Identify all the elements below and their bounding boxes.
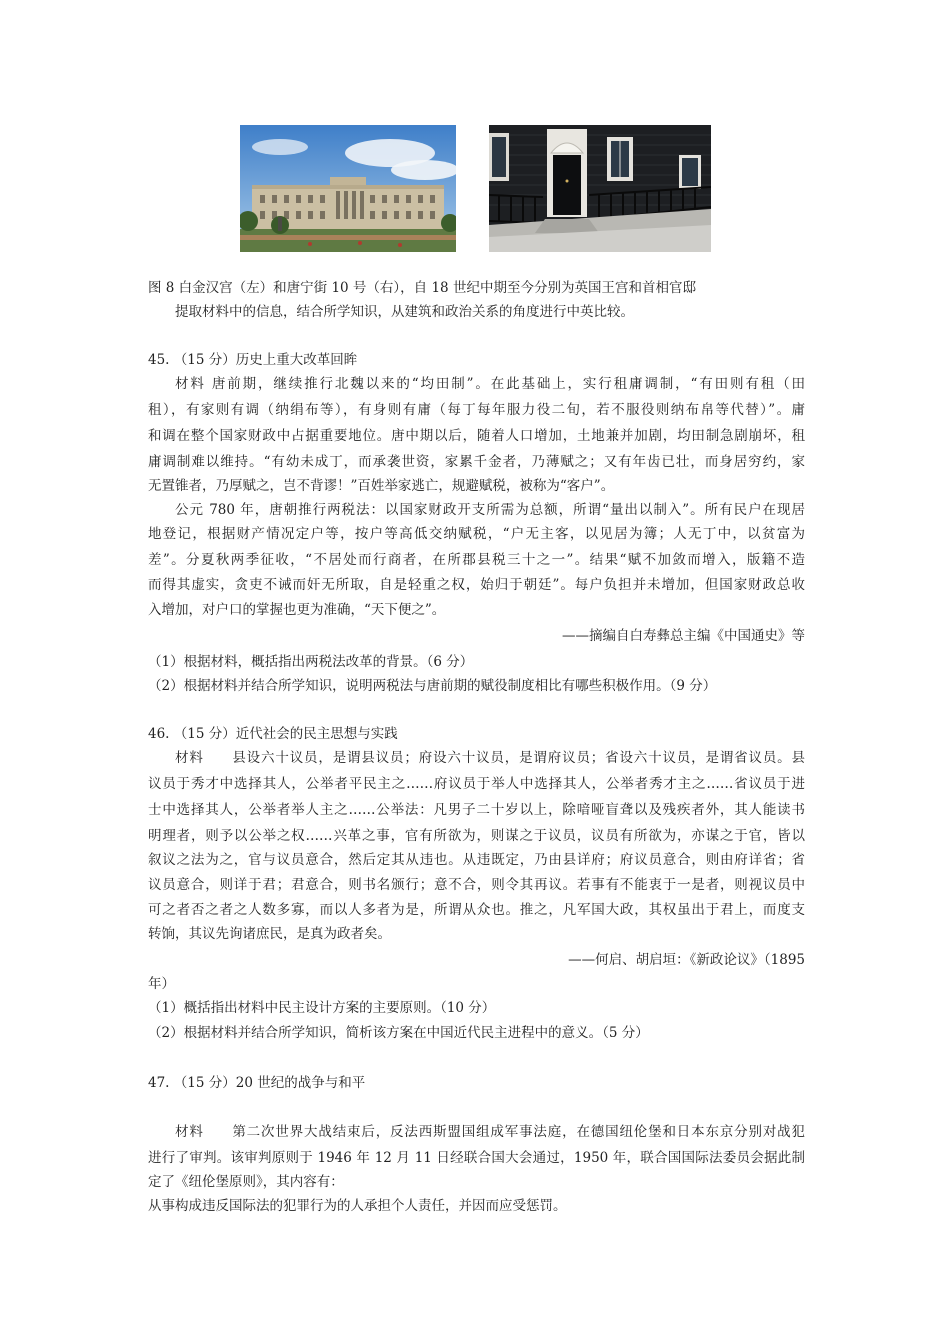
q47-heading: 47. （15 分）20 世纪的战争与和平 [148,1075,366,1091]
buckingham-palace-photo [240,125,456,252]
q46-line: 议员于秀才中选择其人，公举者平民主之……府议员于举人中选择其人，公举者秀才主之……省议员于进 [148,776,805,792]
q45-question-2: （2）根据材料并结合所学知识，说明两税法与唐前期的赋役制度相比有哪些积极作用。（9 分） [148,678,717,694]
q45-line: 庸调制难以维持。“有幼未成丁，而承袭世资，家累千金者，乃薄赋之；又有年齿已壮，而身居穷约，家 [148,454,805,470]
q45-source: ——摘编自白寿彝总主编《中国通史》等 [562,628,805,644]
q45-question-1: （1）根据材料，概括指出两税法改革的背景。（6 分） [148,654,474,670]
q46-line: 转饷，其议先询诸庶民，是真为政者矣。 [148,926,391,942]
figure-task: 提取材料中的信息，结合所学知识，从建筑和政治关系的角度进行中英比较。 [175,304,634,320]
q46-source: ——何启、胡启垣：《新政论议》（1895 [568,952,805,968]
q47-line: 进行了审判。该审判原则于 1946 年 12 月 11 日经联合国大会通过，1950 年，联合国国际法委员会据此制 [148,1150,805,1166]
q45-heading: 45. （15 分）历史上重大改革回眸 [148,352,358,368]
q46-source-cont: 年） [148,976,175,992]
figure-caption: 图 8 白金汉宫（左）和唐宁街 10 号（右），自 18 世纪中期至今分别为英国王宫和首相官邸 [148,280,696,296]
q47-line: 从事构成违反国际法的犯罪行为的人承担个人责任，并因而应受惩罚。 [148,1198,567,1214]
q46-line: 叙议之法为之，官与议员意合，然后定其从违也。从违既定，乃由县详府；府议员意合，则由府详省；省 [148,852,805,868]
q46-line: 可之者否之者之人数多寡，而以人多者为是，所谓从众也。推之，凡军国大政，其权虽出于君上，而度支 [148,902,805,918]
q46-question-1: （1）概括指出材料中民主设计方案的主要原则。（10 分） [148,1000,496,1016]
q45-line: 材料 唐前期，继续推行北魏以来的“均田制”。在此基础上，实行租庸调制，“有田则有租（田 [175,376,805,392]
q45-line: 无置锥者，乃厚赋之，岂不背谬！”百姓举家逃亡，规避赋税，被称为“客户”。 [148,478,615,494]
q45-line: 入增加，对户口的掌握也更为准确，“天下便之”。 [148,602,446,618]
q46-question-2: （2）根据材料并结合所学知识，简析该方案在中国近代民主进程中的意义。（5 分） [148,1025,649,1041]
q45-line: 差”。分夏秋两季征收，“不居处而行商者，在所郡县税三十之一”。结果“赋不加敛而增入，版籍不造 [148,552,805,568]
downing-street-10-photo [489,125,711,252]
q47-line: 材料 第二次世界大战结束后，反法西斯盟国组成军事法庭，在德国纽伦堡和日本东京分别对战犯 [175,1124,805,1140]
q46-line: 明理者，则予以公举之权……兴革之事，官有所欲为，则谋之于议员，议员有所欲为，亦谋之于官，皆以 [148,828,805,844]
q45-line: 地登记，根据财产情况定户等，按户等高低交纳赋税，“户无主客，以见居为簿；人无丁中，以贫富为 [148,526,805,542]
q47-line: 定了《纽伦堡原则》，其内容有： [148,1174,344,1190]
q45-line: 而得其虚实，贪吏不诫而奸无所取，自是轻重之权，始归于朝廷”。每户负担并未增加，但国家财政总收 [148,577,805,593]
q46-line: 议员意合，则详于君；君意合，则书名颁行；意不合，则令其再议。若事有不能衷于一是者，则视议员中 [148,877,805,893]
q46-line: 材料 县设六十议员，是谓县议员；府设六十议员，是谓府议员；省设六十议员，是谓省议员。县 [175,750,805,766]
q45-line: 和调在整个国家财政中占据重要地位。唐中期以后，随着人口增加，土地兼并加剧，均田制急剧崩坏，租 [148,428,805,444]
q46-heading: 46. （15 分）近代社会的民主思想与实践 [148,726,398,742]
q45-line: 公元 780 年，唐朝推行两税法：以国家财政开支所需为总额，所谓“量出以制入”。所有民户在现居 [175,502,805,518]
q45-line: 租），有家则有调（纳绢布等），有身则有庸（每丁每年服力役二旬，若不服役则纳布帛等代替）”。庸 [148,402,805,418]
q46-line: 士中选择其人，公举者举人主之……公举法：凡男子二十岁以上，除喑哑盲聋以及残疾者外，其人能读书 [148,802,805,818]
